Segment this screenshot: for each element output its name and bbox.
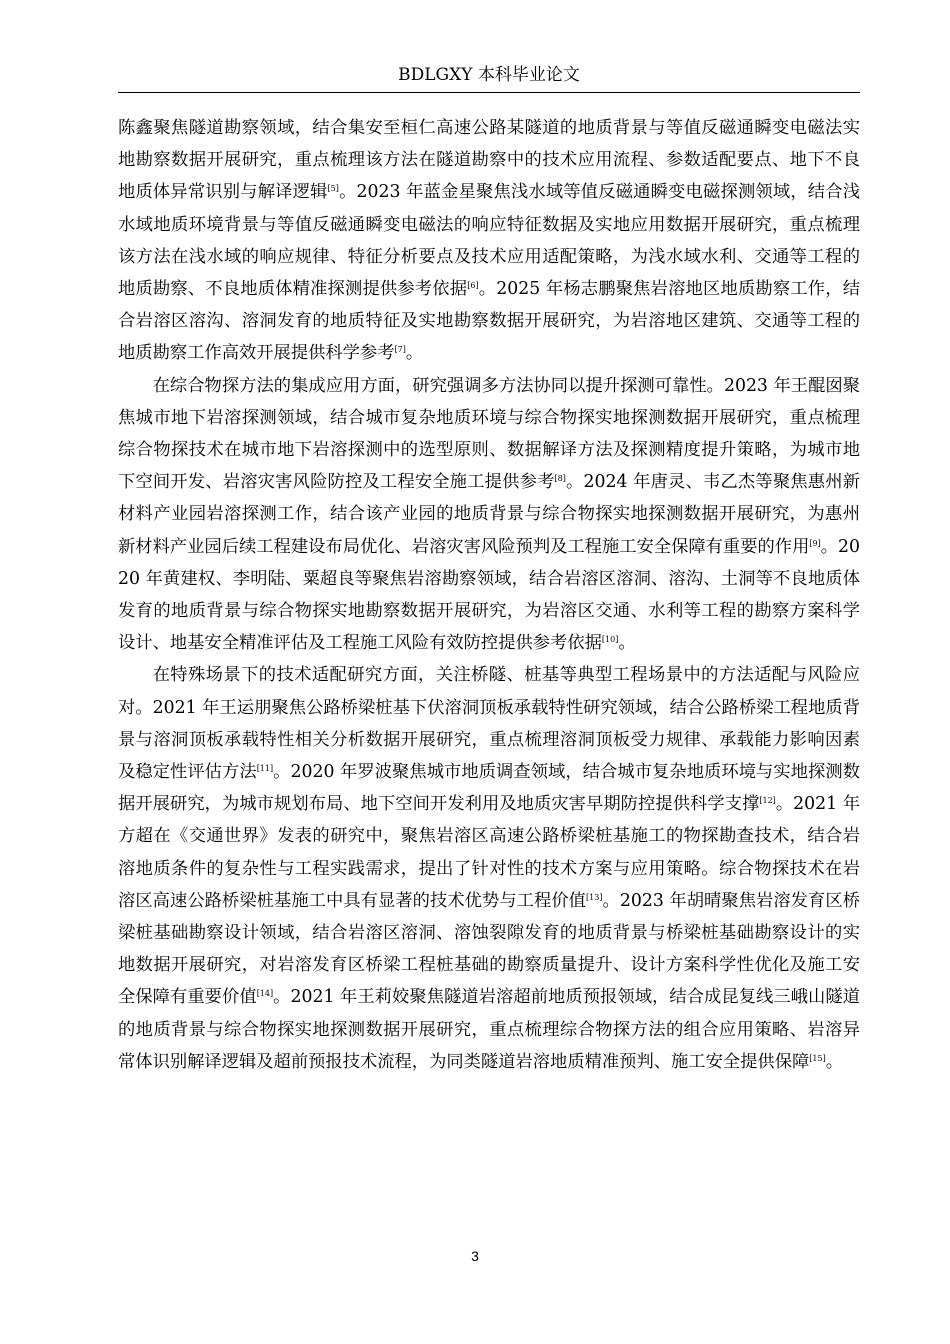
paragraph-text: 。2021 年方超在《交通世界》发表的研究中，聚焦岩溶区高速公路桥梁桩基施工的物探勘查技术，结合岩溶地质条件的复杂性与工程实践需求，提出了针对性的技术方案与应用策略。综合物探技术在岩溶区高速公路桥梁桩基施工中具有显著的技术优势与工程价值 xyxy=(118,794,860,911)
paragraph-text: 。2023 年胡晴聚焦岩溶发育区桥梁桩基础勘察设计领域，结合岩溶区溶洞、溶蚀裂隙发育的地质背景与桥梁桩基础勘察设计的实地数据开展研究，对岩溶发育区桥梁工程桩基础的勘察质量提升、设计方案科学性优化及施工安全保障有重要价值 xyxy=(118,890,860,1008)
citation-ref: [12] xyxy=(759,796,776,806)
citation-ref: [15] xyxy=(809,1053,826,1063)
body-text xyxy=(118,112,860,1078)
citation-ref: [9] xyxy=(809,538,821,548)
running-header: BDLGXY 本科毕业论文 xyxy=(398,65,580,85)
paragraph-text: 。 xyxy=(405,343,424,364)
page-number: 3 xyxy=(471,1248,479,1264)
citation-ref: [6] xyxy=(467,281,479,291)
paragraph-text: 陈鑫聚焦隧道勘察领域，结合集安至桓仁高速公路某隧道的地质背景与等值反磁通瞬变电磁法实地勘察数据开展研究，重点梳理该方法在隧道勘察中的技术应用流程、参数适配要点、地下不良地质体异常识别与解译逻辑 xyxy=(118,118,860,203)
citation-ref: [7] xyxy=(394,345,406,355)
paragraph-text: 在综合物探方法的集成应用方面，研究强调多方法协同以提升探测可靠性。2023 年王醌囡聚焦城市地下岩溶探测领域，结合城市复杂地质环境与综合物探实地探测数据开展研究，重点梳理综合物探技术在城市地下岩溶探测中的选型原则、数据解译方法及探测精度提升策略，为城市地下空间开发、岩溶灾害风险防控及工程安全施工提供参考 xyxy=(118,375,860,493)
citation-ref: [13] xyxy=(586,892,603,902)
paragraph-text: 。 xyxy=(618,633,636,654)
citation-ref: [11] xyxy=(256,764,274,774)
paragraph-text: 。2024 年唐灵、韦乙杰等聚焦惠州新材料产业园岩溶探测工作，结合该产业园的地质背景与综合物探实地探测数据开展研究，为惠州新材料产业园后续工程建设布局优化、岩溶灾害风险预判及工程施工安全保障有重要的作用 xyxy=(118,472,860,557)
citation-ref: [8] xyxy=(554,474,566,484)
paragraph-text: 。2021 年王莉姣聚焦隧道岩溶超前地质预报领域，结合成昆复线三峨山隧道的地质背景与综合物探实地探测数据开展研究，重点梳理综合物探方法的组合应用策略、岩溶异常体识别解译逻辑及超前预报技术流程，为同类隧道岩溶地质精准预判、施工安全提供保障 xyxy=(118,987,860,1072)
paragraph-text: 。2023 年蓝金星聚焦浅水域等值反磁通瞬变电磁探测领域，结合浅水域地质环境背景与等值反磁通瞬变电磁法的响应特征数据及实地应用数据开展研究，重点梳理该方法在浅水域的响应规律、特征分析要点及技术应用适配策略，为浅水域水利、交通等工程的地质勘察、不良地质体精准探测提供参考依据 xyxy=(118,182,860,300)
paragraph-text: 。2025 年杨志鹏聚焦岩溶地区地质勘察工作，结合岩溶区溶沟、溶洞发育的地质特征及实地勘察数据开展研究，为岩溶地区建筑、交通等工程的地质勘察工作高效开展提供科学参考 xyxy=(118,279,860,364)
citation-ref: [14] xyxy=(256,989,274,999)
citation-ref: [10] xyxy=(601,635,619,645)
paragraph xyxy=(118,112,860,370)
header-rule xyxy=(118,92,860,93)
paragraph-text: 在特殊场景下的技术适配研究方面，关注桥隧、桩基等典型工程场景中的方法适配与风险应对。2021 年王运朋聚焦公路桥梁桩基下伏溶洞顶板承载特性研究领域，结合公路桥梁工程地质背景与溶洞顶板承载特性相关分析数据开展研究，重点梳理溶洞顶板受力规律、承载能力影响因素及稳定性评估方法 xyxy=(118,665,860,783)
paragraph xyxy=(118,659,860,1078)
paragraph-text: 。2020 年黄建权、李明陆、粟超良等聚焦岩溶勘察领域，结合岩溶区溶洞、溶沟、土洞等不良地质体发育的地质背景与综合物探实地勘察数据开展研究，为岩溶区交通、水利等工程的勘察方案科学设计、地基安全精准评估及工程施工风险有效防控提供参考依据 xyxy=(118,536,860,654)
paragraph xyxy=(118,370,860,660)
citation-ref: [5] xyxy=(327,184,339,194)
paragraph-text: 。 xyxy=(825,1051,843,1072)
paragraph-text: 。2020 年罗波聚焦城市地质调查领域，结合城市复杂地质环境与实地探测数据开展研究，为城市规划布局、地下空间开发利用及地质灾害早期防控提供科学支撑 xyxy=(118,762,860,815)
